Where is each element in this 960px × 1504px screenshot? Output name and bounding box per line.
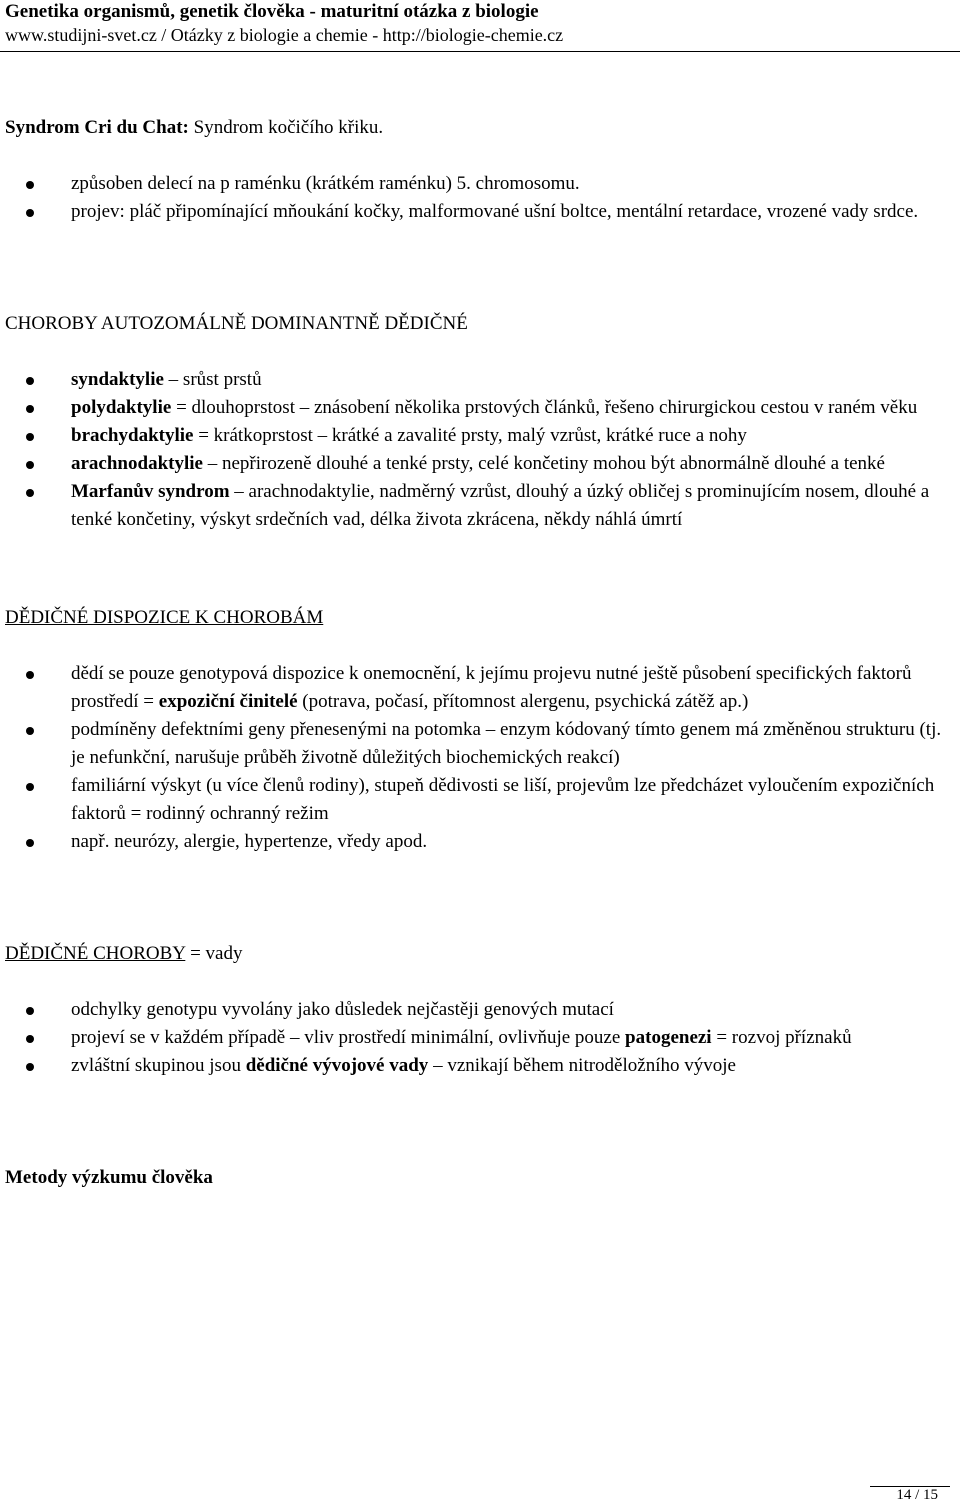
header-divider — [0, 51, 960, 52]
definition: = krátkoprstost – krátké a zavalité prsty, malý vzrůst, krátké ruce a nohy — [193, 425, 747, 446]
term: expoziční činitelé — [158, 691, 298, 712]
list-item — [71, 366, 950, 394]
list-item: familiární výskyt (u více členů rodiny), stupeň dědivosti se liší, projevům lze předcházet vyloučením expozičních faktorů = rodinný ochranný režim — [71, 772, 950, 828]
document-body — [5, 114, 950, 1192]
definition: = dlouhoprstost – znásobení několika prstových článků, řešeno chirurgickou cestou v raném věku — [171, 397, 918, 418]
term: patogenezi — [625, 1027, 712, 1048]
cri-du-chat-title — [5, 114, 950, 142]
cri-du-chat-term: Syndrom Cri du Chat: — [5, 117, 189, 138]
text: (potrava, počasí, přítomnost alergenu, psychická zátěž ap.) — [297, 691, 749, 712]
source-url: www.studijni-svet.cz / Otázky z biologie a chemie - http://biologie-chemie.cz — [5, 25, 564, 45]
heading-underlined: DĚDIČNÉ CHOROBY — [5, 943, 186, 964]
list-item: projev: pláč připomínající mňoukání kočky, malformované ušní boltce, mentální retardace, vrozené vady srdce. — [71, 198, 950, 226]
term: arachnodaktylie — [71, 453, 203, 474]
definition: – srůst prstů — [163, 369, 262, 390]
definition: – arachnodaktylie, nadměrný vzrůst, dlouhý a úzký obličej s prominujícím nosem, dlouhé a tenké končetiny, výskyt srdečních vad, délka života zkrácena, někdy náhlá úmrtí — [71, 481, 930, 530]
definition: – nepřirozeně dlouhé a tenké prsty, celé končetiny mohou být abnormálně dlouhé a tenké — [202, 453, 885, 474]
text: projeví se v každém případě – vliv prostředí minimální, ovlivňuje pouze — [71, 1027, 626, 1048]
cri-du-chat-list — [5, 170, 950, 226]
page-number: 14 / 15 — [896, 1487, 938, 1503]
list-item — [71, 660, 950, 716]
term: polydaktylie — [71, 397, 172, 418]
section-heading: CHOROBY AUTOZOMÁLNĚ DOMINANTNĚ DĚDIČNÉ — [5, 313, 468, 334]
text: – vznikají během nitroděložního vývoje — [428, 1055, 736, 1076]
list-item: způsoben delecí na p raménku (krátkém raménku) 5. chromosomu. — [71, 170, 950, 198]
disp-list — [5, 660, 950, 856]
list-item — [71, 422, 950, 450]
text: dědí se pouze genotypová dispozice k onemocnění, k jejímu projevu nutné ještě působení specifických faktorů prostředí = — [71, 663, 912, 712]
list-item — [71, 394, 950, 422]
page-header — [5, 0, 955, 46]
list-item: podmíněny defektními geny přenesenými na potomka – enzym kódovaný tímto genem má změněnou strukturu (tj. je nefunkční, narušuje průběh životně důležitých biochemických reakcí) — [71, 716, 950, 772]
term: Marfanův syndrom — [71, 481, 230, 502]
heading-rest: = vady — [185, 943, 243, 964]
term: dědičné vývojové vady — [245, 1055, 429, 1076]
term: syndaktylie — [71, 369, 164, 390]
list-item — [71, 450, 950, 478]
list-item: např. neurózy, alergie, hypertenze, vředy apod. — [71, 828, 950, 856]
list-item — [71, 478, 950, 534]
cri-du-chat-desc: Syndrom kočičího křiku. — [188, 117, 384, 138]
document-title: Genetika organismů, genetik člověka - maturitní otázka z biologie — [5, 1, 539, 22]
list-item — [71, 1052, 950, 1080]
text: = rozvoj příznaků — [711, 1027, 852, 1048]
list-item — [71, 1024, 950, 1052]
list-item: odchylky genotypu vyvolány jako důsledek nejčastěji genových mutací — [71, 996, 950, 1024]
term: brachydaktylie — [71, 425, 194, 446]
ad-list — [5, 366, 950, 534]
section-heading — [5, 940, 950, 968]
section-heading: DĚDIČNÉ DISPOZICE K CHOROBÁM — [5, 607, 324, 628]
section-heading: Metody výzkumu člověka — [5, 1167, 213, 1188]
text: zvláštní skupinou jsou — [71, 1055, 246, 1076]
dch-list — [5, 996, 950, 1080]
